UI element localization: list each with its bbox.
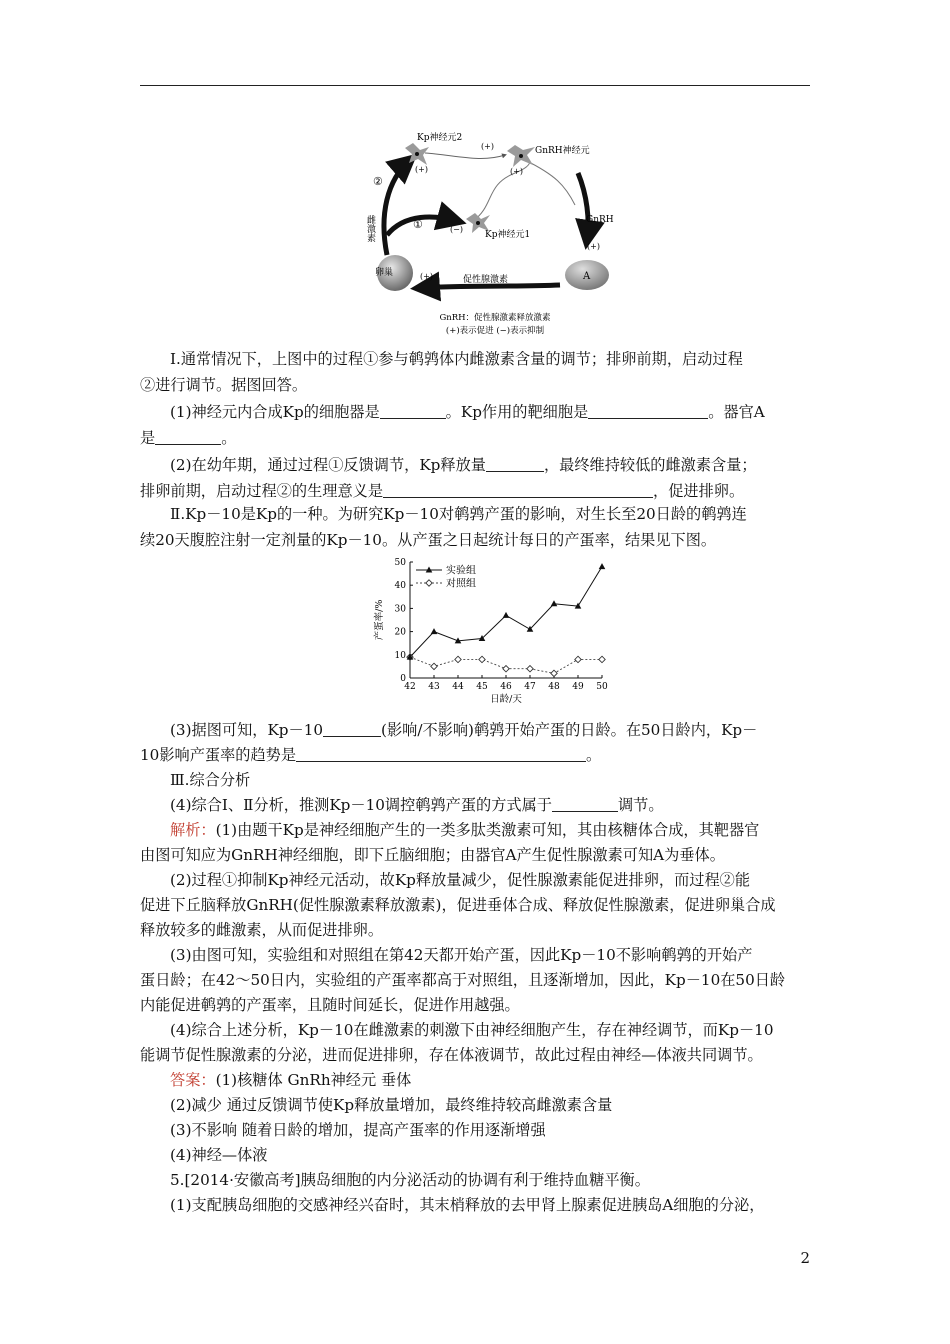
estrogen-label: 雌激素 <box>365 215 375 242</box>
x-tick-label: 47 <box>524 682 536 692</box>
y-tick-label: 40 <box>394 581 406 592</box>
question-2: (2)在幼年期，通过过程①反馈调节，Kp释放量 ，最终维持较低的雌激素含量； <box>170 456 757 474</box>
question-1: (1)神经元内合成Kp的细胞器是 。Kp作用的靶细胞是 。器官A <box>170 403 765 421</box>
question-3: (3)据图可知，Kp－10 (影响/不影响)鹌鹑开始产蛋的日龄。在50日龄内，Kp－ <box>170 721 758 739</box>
x-tick-label: 46 <box>500 682 512 692</box>
x-tick-label: 42 <box>404 682 416 692</box>
gnrh-arrow <box>578 173 588 240</box>
plus-label: (+) <box>420 272 433 281</box>
answer-label: 答案： <box>170 1071 216 1089</box>
caption-line-1: GnRH：促性腺激素释放激素 <box>439 313 551 323</box>
egg-laying-rate-chart <box>362 556 612 706</box>
minus-label: (−) <box>450 225 463 234</box>
x-tick-label: 43 <box>428 682 440 692</box>
kp2-label: Kp神经元2 <box>417 133 463 143</box>
control-point <box>479 656 485 662</box>
question-1-cont: 是 。 <box>140 429 237 447</box>
analysis-2: (2)过程①抑制Kp神经元活动，故Kp释放量减少，促性腺激素能促进排卵，而过程②能 <box>170 871 751 889</box>
fsh-arrow <box>420 285 560 288</box>
analysis-1-cont: 由图可知应为GnRH神经细胞，即下丘脑细胞；由器官A产生促性腺激素可知A为垂体。 <box>140 846 725 864</box>
experimental-point <box>599 563 606 569</box>
gnrh-neuron-label: GnRH神经元 <box>535 146 590 156</box>
analysis-3-cont2: 内能促进鹌鹑的产蛋率，且随时间延长，促进作用越强。 <box>140 996 520 1014</box>
organ-a-label: A <box>583 271 591 282</box>
x-tick-label: 48 <box>548 682 560 692</box>
question-4: (4)综合Ⅰ、Ⅱ分析，推测Kp－10调控鹌鹑产蛋的方式属于 调节。 <box>170 796 664 814</box>
plus-label: (+) <box>587 242 600 251</box>
answer-1: 答案：(1)核糖体 GnRh神经元 垂体 <box>170 1071 412 1089</box>
gnrh-neuron <box>507 145 535 167</box>
section-1-intro-cont: ②进行调节。据图回答。 <box>140 376 308 394</box>
control-point <box>575 656 581 662</box>
question-2-cont: 排卵前期，启动过程②的生理意义是 ，促进排卵。 <box>140 482 745 500</box>
analysis-3-cont: 蛋日龄；在42～50日内，实验组的产蛋率都高于对照组，且逐渐增加，因此，Kp－10在50日龄 <box>140 971 786 989</box>
process-2-arrow <box>384 160 410 255</box>
section-2-intro: Ⅱ.Kp－10是Kp的一种。为研究Kp－10对鹌鹑产蛋的影响，对生长至20日龄的鹌鹑连 <box>170 505 747 523</box>
experimental-point <box>503 612 510 618</box>
experimental-point <box>431 628 438 634</box>
plus-label: (+) <box>481 142 494 151</box>
control-point <box>431 663 437 669</box>
control-point <box>551 670 557 676</box>
header-rule <box>140 85 810 86</box>
ovary-label: 卵巢 <box>375 268 394 278</box>
x-tick-label: 44 <box>452 682 464 692</box>
analysis-1: 解析：(1)由题干Kp是神经细胞产生的一类多肽类激素可知，其由核糖体合成，其靶器官 <box>170 821 760 839</box>
plus-label: (+) <box>510 167 523 176</box>
section-1-intro: Ⅰ.通常情况下，上图中的过程①参与鹌鹑体内雌激素含量的调节；排卵前期，启动过程 <box>170 350 743 368</box>
control-point <box>527 666 533 672</box>
legend-control-label: 对照组 <box>446 578 476 590</box>
legend-control-marker <box>426 580 432 586</box>
kp1-label: Kp神经元1 <box>485 230 531 240</box>
y-tick-label: 10 <box>394 650 406 661</box>
analysis-3: (3)由图可知，实验组和对照组在第42天都开始产蛋，因此Kp－10不影响鹌鹑的开始产 <box>170 946 753 964</box>
process-1-label: ① <box>413 218 423 231</box>
analysis-2-cont: 促进下丘脑释放GnRH(促性腺激素释放激素)，促进垂体合成、释放促性腺激素，促进卵巢合成 <box>140 896 776 914</box>
analysis-4: (4)综合上述分析，Kp－10在雌激素的刺激下由神经细胞产生，存在神经调节，而Kp－10 <box>170 1021 774 1039</box>
answer-4: (4)神经—体液 <box>170 1146 268 1164</box>
x-tick-label: 45 <box>476 682 488 692</box>
control-point <box>455 656 461 662</box>
gnrh-label: GnRH <box>586 215 614 225</box>
analysis-4-cont: 能调节促性腺激素的分泌，进而促进排卵，存在体液调节，故此过程由神经—体液共同调节。 <box>140 1046 763 1064</box>
y-tick-label: 0 <box>400 674 406 684</box>
section-2-intro-cont: 续20天腹腔注射一定剂量的Kp－10。从产蛋之日起统计每日的产蛋率，结果见下图。 <box>140 531 717 549</box>
question-5-part-1: (1)支配胰岛细胞的交感神经兴奋时，其末梢释放的去甲肾上腺素促进胰岛A细胞的分泌， <box>170 1196 765 1214</box>
legend-experimental-label: 实验组 <box>446 565 476 577</box>
control-point <box>503 666 509 672</box>
section-3-heading: Ⅲ.综合分析 <box>170 771 251 789</box>
analysis-2-cont2: 释放较多的雌激素，从而促进排卵。 <box>140 921 383 939</box>
y-tick-label: 50 <box>394 558 406 568</box>
regulation-diagram <box>365 125 625 340</box>
question-3-cont: 10影响产蛋率的趋势是 。 <box>140 746 602 764</box>
x-tick-label: 50 <box>596 682 608 692</box>
answer-3: (3)不影响 随着日龄的增加，提高产蛋率的作用逐渐增强 <box>170 1121 546 1139</box>
plus-label: (+) <box>415 165 428 174</box>
y-axis-title: 产蛋率/% <box>374 599 385 641</box>
x-axis-title: 日龄/天 <box>490 694 522 705</box>
y-tick-label: 30 <box>394 604 406 615</box>
page-number: 2 <box>800 1249 810 1267</box>
process-2-label: ② <box>373 175 383 188</box>
answer-2: (2)减少 通过反馈调节使Kp释放量增加，最终维持较高雌激素含量 <box>170 1096 613 1114</box>
x-tick-label: 49 <box>572 682 584 692</box>
fsh-label: 促性腺激素 <box>463 275 509 285</box>
experimental-point <box>551 600 558 606</box>
control-point <box>599 656 605 662</box>
y-tick-label: 20 <box>394 627 406 638</box>
analysis-label: 解析： <box>170 821 216 839</box>
question-5: 5.[2014·安徽高考]胰岛细胞的内分泌活动的协调有利于维持血糖平衡。 <box>170 1171 650 1189</box>
caption-line-2: (+)表示促进 (−)表示抑制 <box>445 326 545 336</box>
